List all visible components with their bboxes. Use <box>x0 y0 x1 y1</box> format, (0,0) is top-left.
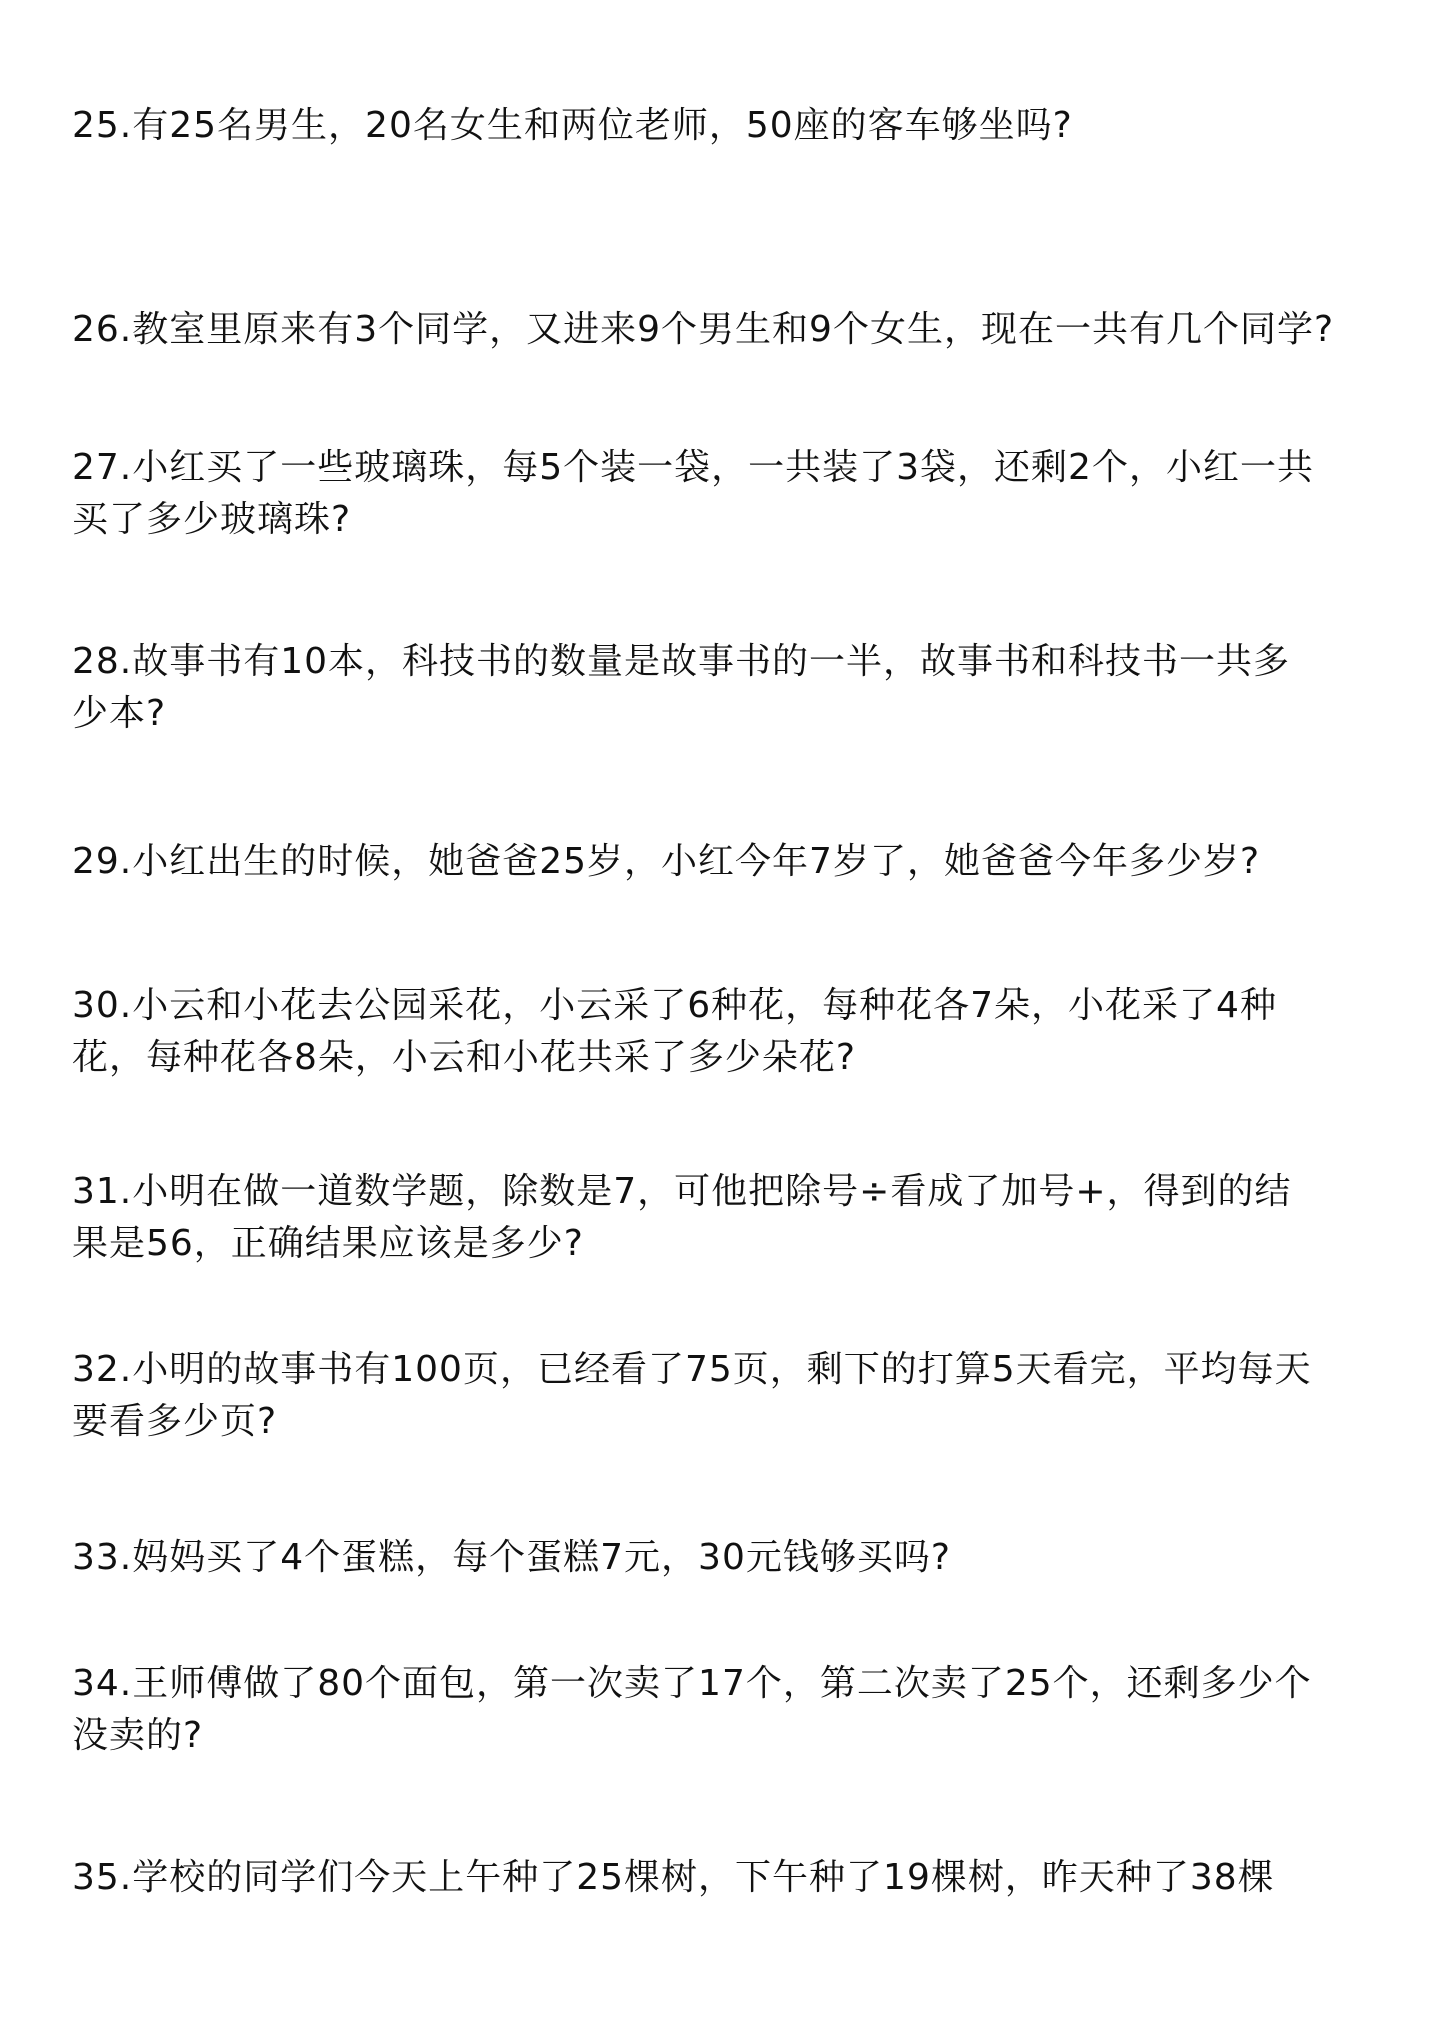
question-text-line: 30.小云和小花去公园采花，小云采了6种花，每种花各7朵，小花采了4种 <box>72 985 1277 1026</box>
question-text-line: 29.小红出生的时候，她爸爸25岁，小红今年7岁了，她爸爸今年多少岁? <box>72 841 1261 882</box>
question-28 <box>72 636 1372 740</box>
question-26 <box>72 304 1372 356</box>
question-25 <box>72 100 1372 152</box>
question-text-line: 25.有25名男生，20名女生和两位老师，50座的客车够坐吗? <box>72 105 1073 146</box>
question-text-line: 35.学校的同学们今天上午种了25棵树，下午种了19棵树，昨天种了38棵 <box>72 1857 1275 1898</box>
question-34 <box>72 1658 1372 1762</box>
question-27 <box>72 442 1372 546</box>
question-text-line: 31.小明在做一道数学题，除数是7，可他把除号÷看成了加号+，得到的结 <box>72 1171 1292 1212</box>
question-text-line: 少本? <box>72 693 167 734</box>
question-text-line: 买了多少玻璃珠? <box>72 499 352 540</box>
question-text-line: 32.小明的故事书有100页，已经看了75页，剩下的打算5天看完，平均每天 <box>72 1349 1312 1390</box>
question-text-line: 34.王师傅做了80个面包，第一次卖了17个，第二次卖了25个，还剩多少个 <box>72 1663 1312 1704</box>
question-text-line: 花，每种花各8朵，小云和小花共采了多少朵花? <box>72 1037 857 1078</box>
question-30 <box>72 980 1372 1084</box>
question-29 <box>72 836 1372 888</box>
question-text-line: 33.妈妈买了4个蛋糕，每个蛋糕7元，30元钱够买吗? <box>72 1537 951 1578</box>
question-text-line: 26.教室里原来有3个同学，又进来9个男生和9个女生，现在一共有几个同学? <box>72 309 1335 350</box>
question-33 <box>72 1532 1372 1584</box>
question-text-line: 要看多少页? <box>72 1401 278 1442</box>
question-35 <box>72 1852 1372 1904</box>
question-text-line: 28.故事书有10本，科技书的数量是故事书的一半，故事书和科技书一共多 <box>72 641 1291 682</box>
question-text-line: 27.小红买了一些玻璃珠，每5个装一袋，一共装了3袋，还剩2个，小红一共 <box>72 447 1314 488</box>
question-text-line: 没卖的? <box>72 1715 204 1756</box>
question-31 <box>72 1166 1372 1270</box>
question-text-line: 果是56，正确结果应该是多少? <box>72 1223 584 1264</box>
question-32 <box>72 1344 1372 1448</box>
